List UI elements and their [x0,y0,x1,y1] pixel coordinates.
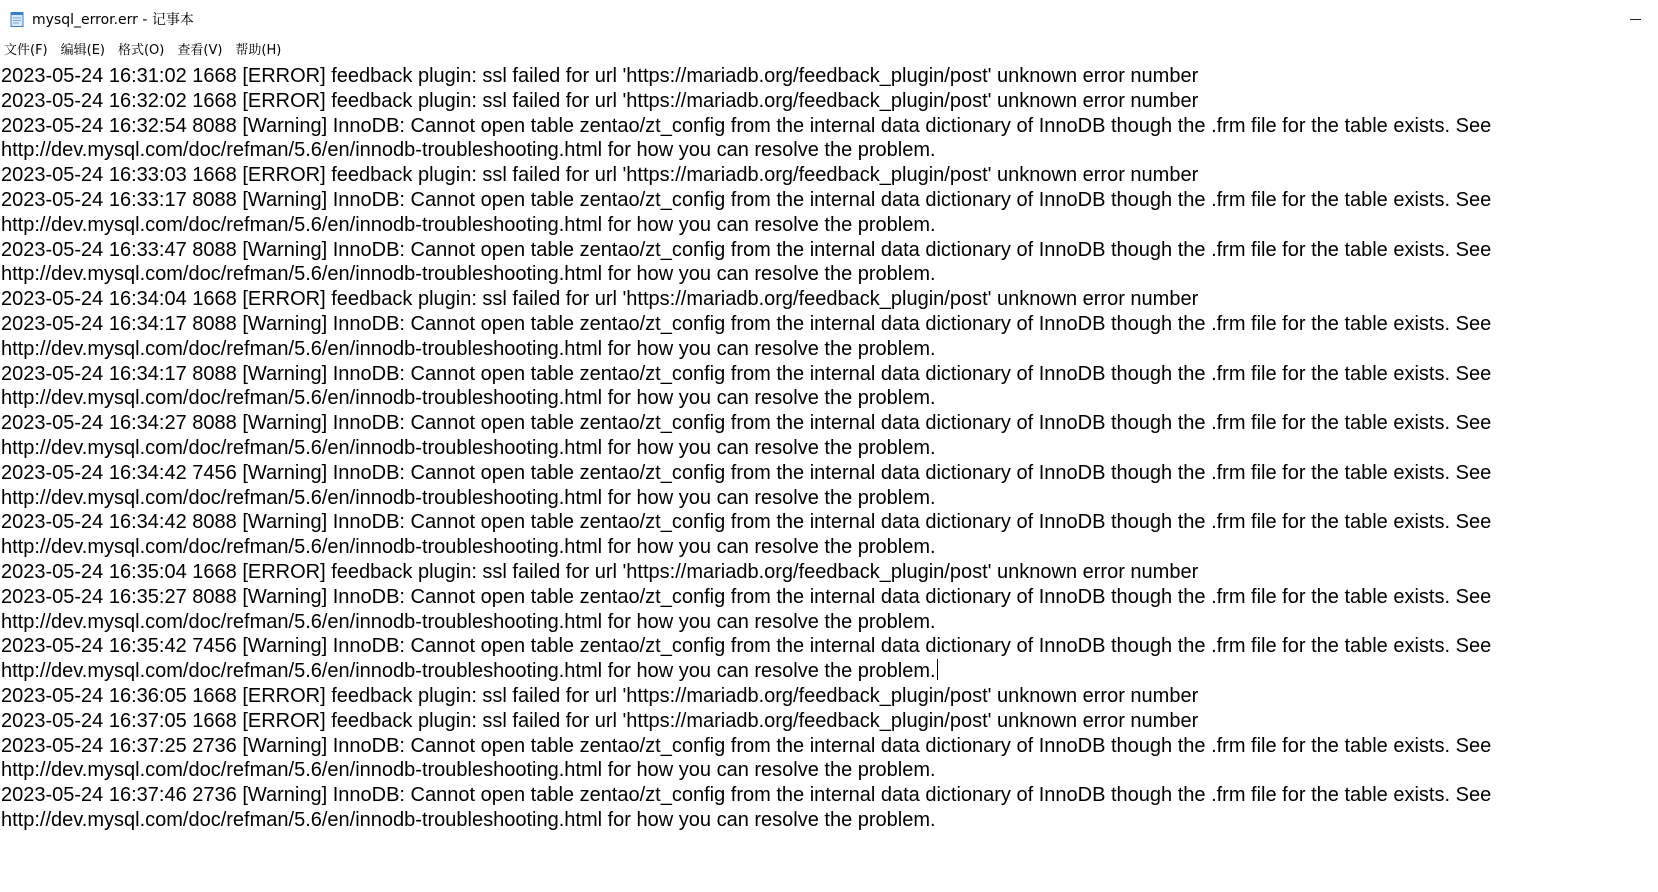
text-line [0,734,1658,759]
text-line [0,709,1658,734]
notepad-icon [10,11,24,27]
text-line [0,287,1658,312]
text-line-content: 2023-05-24 16:32:02 1668 [ERROR] feedback plugin: ssl failed for url 'https://mariadb.org/feedback_plugin/post' unknown error number [1,89,1199,112]
text-line-content: 2023-05-24 16:31:02 1668 [ERROR] feedback plugin: ssl failed for url 'https://mariadb.org/feedback_plugin/post' unknown error number [1,65,1199,87]
text-line [0,783,1658,808]
text-line-content: http://dev.mysql.com/doc/refman/5.6/en/innodb-troubleshooting.html for how you can resolve the problem. [1,486,936,509]
text-line-content: 2023-05-24 16:34:17 8088 [Warning] InnoDB: Cannot open table zentao/zt_config from the internal data dictionary of InnoDB though the .frm file for the table exists. See [1,312,1492,335]
minimize-button[interactable] [1612,0,1658,38]
menu-file[interactable]: 文件(F) [4,43,48,58]
text-line-content: 2023-05-24 16:33:47 8088 [Warning] InnoDB: Cannot open table zentao/zt_config from the internal data dictionary of InnoDB though the .frm file for the table exists. See [1,238,1492,261]
text-line-content: 2023-05-24 16:37:05 1668 [ERROR] feedback plugin: ssl failed for url 'https://mariadb.org/feedback_plugin/post' unknown error number [1,709,1199,732]
window-title: mysql_error.err - 记事本 [32,12,194,28]
text-line [0,89,1658,114]
text-line-content: 2023-05-24 16:34:27 8088 [Warning] InnoDB: Cannot open table zentao/zt_config from the internal data dictionary of InnoDB though the .frm file for the table exists. See [1,412,1492,435]
text-line [0,411,1658,436]
text-line [0,163,1658,188]
text-line [0,213,1658,238]
text-line-content: http://dev.mysql.com/doc/refman/5.6/en/innodb-troubleshooting.html for how you can resolve the problem. [1,387,936,410]
text-line-content: 2023-05-24 16:32:54 8088 [Warning] InnoDB: Cannot open table zentao/zt_config from the internal data dictionary of InnoDB though the .frm file for the table exists. See [1,114,1492,137]
text-line [0,386,1658,411]
text-line [0,262,1658,287]
text-line-content: 2023-05-24 16:33:17 8088 [Warning] InnoDB: Cannot open table zentao/zt_config from the internal data dictionary of InnoDB though the .frm file for the table exists. See [1,188,1492,211]
menu-edit[interactable]: 编辑(E) [60,43,105,58]
text-line-content: 2023-05-24 16:37:25 2736 [Warning] InnoDB: Cannot open table zentao/zt_config from the internal data dictionary of InnoDB though the .frm file for the table exists. See [1,734,1492,757]
text-line-content: http://dev.mysql.com/doc/refman/5.6/en/innodb-troubleshooting.html for how you can resolve the problem. [1,610,936,633]
title-bar[interactable] [0,0,1658,38]
text-line [0,188,1658,213]
text-line-content: http://dev.mysql.com/doc/refman/5.6/en/innodb-troubleshooting.html for how you can resolve the problem. [1,759,936,782]
text-line [0,659,1658,684]
text-line [0,138,1658,163]
text-line [0,808,1658,833]
text-line-content: 2023-05-24 16:36:05 1668 [ERROR] feedback plugin: ssl failed for url 'https://mariadb.org/feedback_plugin/post' unknown error number [1,684,1199,707]
menu-bar [0,38,1658,65]
text-line-content: http://dev.mysql.com/doc/refman/5.6/en/innodb-troubleshooting.html for how you can resolve the problem. [1,436,936,459]
text-line-content: http://dev.mysql.com/doc/refman/5.6/en/innodb-troubleshooting.html for how you can resolve the problem. [1,660,936,683]
minimize-icon [1630,19,1641,20]
text-line [0,238,1658,263]
text-caret [937,659,939,680]
text-line-content: 2023-05-24 16:35:27 8088 [Warning] InnoDB: Cannot open table zentao/zt_config from the internal data dictionary of InnoDB though the .frm file for the table exists. See [1,585,1492,608]
text-line-content: http://dev.mysql.com/doc/refman/5.6/en/innodb-troubleshooting.html for how you can resolve the problem. [1,536,936,559]
text-line-content: http://dev.mysql.com/doc/refman/5.6/en/innodb-troubleshooting.html for how you can resolve the problem. [1,213,936,236]
menu-view[interactable]: 查看(V) [177,43,223,58]
text-line [0,64,1658,89]
menu-format[interactable]: 格式(O) [117,43,165,58]
text-line-content: http://dev.mysql.com/doc/refman/5.6/en/innodb-troubleshooting.html for how you can resolve the problem. [1,139,936,162]
text-line [0,114,1658,139]
text-line [0,610,1658,635]
text-line [0,684,1658,709]
text-line [0,510,1658,535]
text-line-content: 2023-05-24 16:35:04 1668 [ERROR] feedback plugin: ssl failed for url 'https://mariadb.org/feedback_plugin/post' unknown error number [1,560,1199,583]
text-line-content: 2023-05-24 16:34:17 8088 [Warning] InnoDB: Cannot open table zentao/zt_config from the internal data dictionary of InnoDB though the .frm file for the table exists. See [1,362,1492,385]
menu-help[interactable]: 帮助(H) [235,43,282,58]
text-line [0,634,1658,659]
text-line [0,337,1658,362]
text-line [0,436,1658,461]
text-line [0,461,1658,486]
text-line-content: 2023-05-24 16:33:03 1668 [ERROR] feedback plugin: ssl failed for url 'https://mariadb.org/feedback_plugin/post' unknown error number [1,164,1199,187]
text-line-content: http://dev.mysql.com/doc/refman/5.6/en/innodb-troubleshooting.html for how you can resolve the problem. [1,808,936,831]
text-line [0,362,1658,387]
text-line [0,758,1658,783]
text-line-content: 2023-05-24 16:34:42 8088 [Warning] InnoDB: Cannot open table zentao/zt_config from the internal data dictionary of InnoDB though the .frm file for the table exists. See [1,511,1492,534]
text-line-content: 2023-05-24 16:35:42 7456 [Warning] InnoDB: Cannot open table zentao/zt_config from the internal data dictionary of InnoDB though the .frm file for the table exists. See [1,635,1492,658]
text-line [0,585,1658,610]
text-line-content: http://dev.mysql.com/doc/refman/5.6/en/innodb-troubleshooting.html for how you can resolve the problem. [1,337,936,360]
text-line [0,560,1658,585]
text-line-content: http://dev.mysql.com/doc/refman/5.6/en/innodb-troubleshooting.html for how you can resolve the problem. [1,263,936,286]
text-line-content: 2023-05-24 16:37:46 2736 [Warning] InnoDB: Cannot open table zentao/zt_config from the internal data dictionary of InnoDB though the .frm file for the table exists. See [1,784,1492,807]
text-line [0,312,1658,337]
text-editor-area[interactable] [0,64,1658,892]
text-line [0,486,1658,511]
text-line-content: 2023-05-24 16:34:42 7456 [Warning] InnoDB: Cannot open table zentao/zt_config from the internal data dictionary of InnoDB though the .frm file for the table exists. See [1,461,1492,484]
text-line-content: 2023-05-24 16:34:04 1668 [ERROR] feedback plugin: ssl failed for url 'https://mariadb.org/feedback_plugin/post' unknown error number [1,288,1199,311]
text-line [0,535,1658,560]
